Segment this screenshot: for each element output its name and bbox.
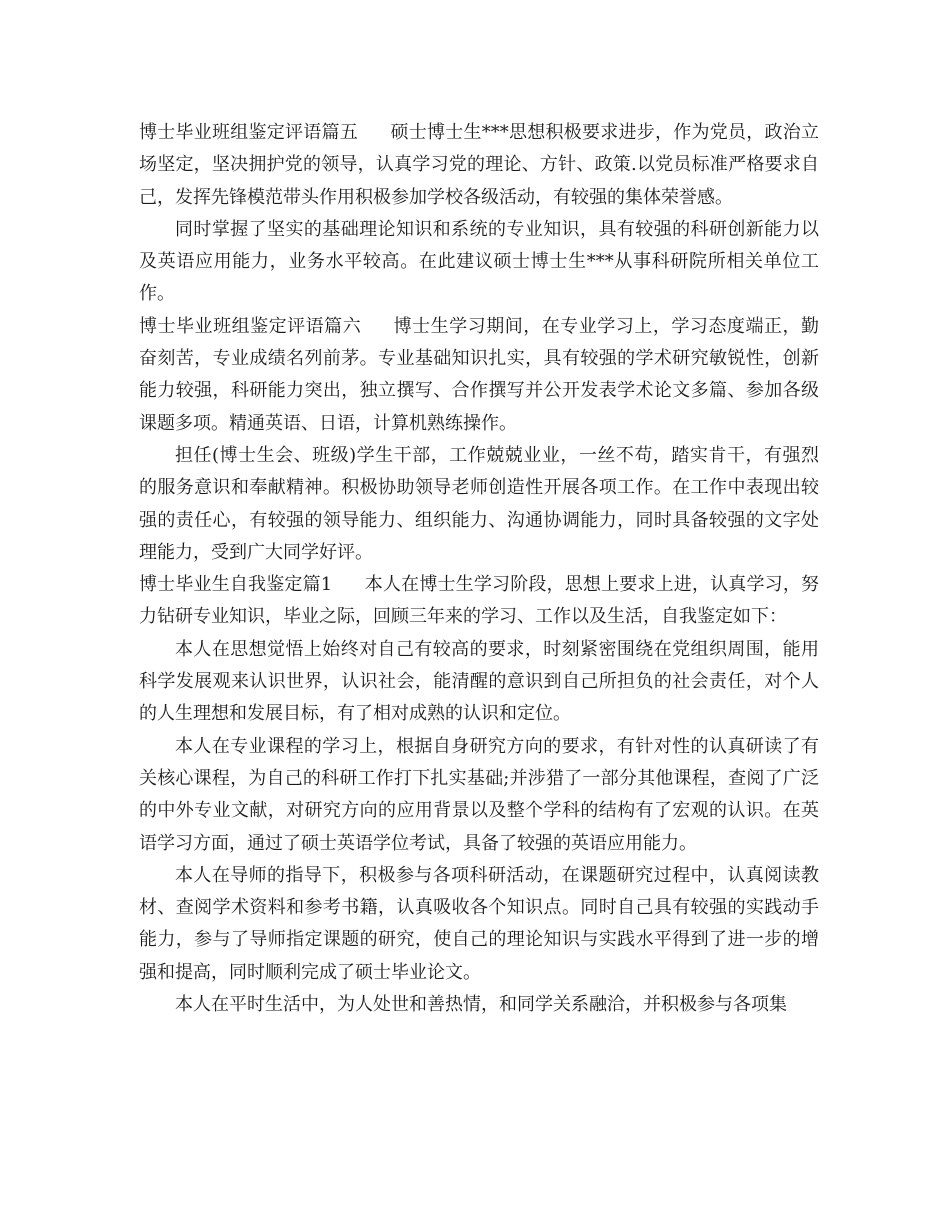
paragraph-1: [139, 117, 819, 214]
paragraph-text: 本人在专业课程的学习上，根据自身研究方向的要求，有针对性的认真研读了有关核心课程，为自己的科研工作打下扎实基础;并涉猎了一部分其他课程，查阅了广泛的中外专业文献，对研究方向的应用背景以及整个学科的结构有了宏观的认识。在英语学习方面，通过了硕士英语学位考试，具备了较强的英语应用能力。: [139, 735, 819, 854]
paragraph-text: 本人在平时生活中，为人处世和善热情，和同学关系融洽，并积极参与各项集: [175, 994, 787, 1016]
paragraph-7: [139, 731, 819, 860]
paragraph-text: 博士生学习期间，在专业学习上，学习态度端正，勤奋刻苦，专业成绩名列前茅。专业基础知识扎实，具有较强的学术研究敏锐性，创新能力较强，科研能力突出，独立撰写、合作撰写并公开发表学术论文多篇、参加各级课题多项。精通英语、日语，计算机熟练操作。: [139, 315, 820, 434]
paragraph-3: [139, 311, 819, 440]
paragraph-6: [139, 634, 819, 731]
paragraph-4: [139, 440, 819, 569]
paragraph-5: [139, 569, 819, 634]
paragraph-text: 本人在思想觉悟上始终对自己有较高的要求，时刻紧密围绕在党组织周围，能用科学发展观来认识世界，认识社会，能清醒的意识到自己所担负的社会责任，对个人的人生理想和发展目标，有了相对成熟的认识和定位。: [139, 638, 819, 725]
section-heading-5: 博士毕业班组鉴定评语篇五: [139, 122, 359, 143]
section-heading-6: 博士毕业班组鉴定评语篇六: [139, 315, 362, 337]
paragraph-8: [139, 860, 819, 989]
paragraph-text: 担任(博士生会、班级)学生干部，工作兢兢业业，一丝不苟，踏实肯干，有强烈的服务意识和奉献精神。积极协助领导老师创造性开展各项工作。在工作中表现出较强的责任心，有较强的领导能力、组织能力、沟通协调能力，同时具备较强的文字处理能力，受到广大同学好评。: [139, 444, 819, 563]
paragraph-9: [139, 989, 819, 1021]
paragraph-text: 本人在博士生学习阶段，思想上要求上进，认真学习，努力钻研专业知识，毕业之际，回顾三年来的学习、工作以及生活，自我鉴定如下：: [139, 574, 820, 628]
section-heading-self-assessment-1: 博士毕业生自我鉴定篇1: [139, 574, 333, 596]
document-body: [139, 117, 819, 1021]
paragraph-text: 本人在导师的指导下，积极参与各项科研活动，在课题研究过程中，认真阅读教材、查阅学术资料和参考书籍，认真吸收各个知识点。同时自己具有较强的实践动手能力，参与了导师指定课题的研究，使自己的理论知识与实践水平得到了进一步的增强和提高，同时顺利完成了硕士毕业论文。: [139, 864, 819, 983]
paragraph-text: 同时掌握了坚实的基础理论知识和系统的专业知识，具有较强的科研创新能力以及英语应用能力，业务水平较高。在此建议硕士博士生***从事科研院所相关单位工作。: [139, 218, 819, 305]
paragraph-text: 硕士博士生***思想积极要求进步，作为党员，政治立场坚定，坚决拥护党的领导，认真学习党的理论、方针、政策.以党员标准严格要求自己，发挥先锋模范带头作用积极参加学校各级活动，有较强的集体荣誉感。: [139, 122, 820, 208]
paragraph-2: [139, 214, 819, 311]
